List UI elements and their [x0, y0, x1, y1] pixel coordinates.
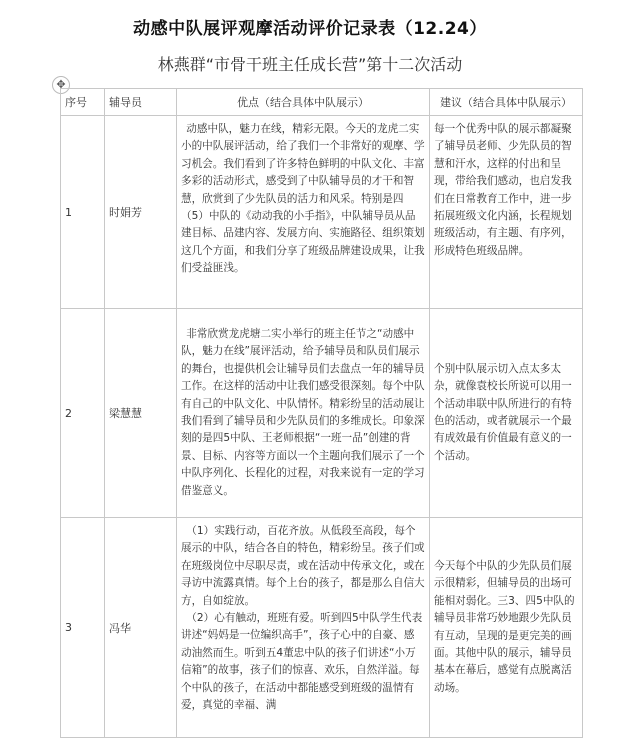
row-strengths [177, 309, 430, 518]
row-suggestions [430, 518, 583, 738]
strengths-text: 动感中队，魅力在线，精彩无限。今天的龙虎二实小的中队展评活动，给了我们一个非常好的观摩、学习机会。我们看到了许多特色鲜明的中队文化、丰富多彩的活动形式，感受到了中队辅导员的才干和智慧，欣赏到了少先队员的活力和风采。特别是四（5）中队的《动动我的小手指》，中队辅导员从品建目标、品建内容、发展方向、实施路径、组织策划这几个方面，和我们分享了班级品牌建设成果，让我们受益匪浅。 [181, 123, 425, 275]
row-suggestions [430, 116, 583, 309]
table-row [61, 309, 583, 518]
page-title: 动感中队展评观摩活动评价记录表（12.24） [133, 19, 487, 39]
row-name: 时娟芳 [105, 116, 177, 309]
strengths-text-part-1: （1）实践行动，百花齐放。从低段至高段，每个展示的中队，结合各自的特色，精彩纷呈。孩子们或在班级岗位中尽职尽责，或在活动中传承文化，或在寻访中流露真情。每个上台的孩子，都是那么自信大方，自如绽放。 [181, 525, 425, 607]
row-strengths [177, 518, 430, 738]
row-strengths [177, 116, 430, 309]
row-suggestions [430, 309, 583, 518]
row-index: 3 [61, 518, 105, 738]
strengths-text-part-2: （2）心有触动，班班有爱。听到四5中队学生代表讲述“妈妈是一位编织高手”，孩子心中的自豪、感动油然而生。听到五4董忠中队的孩子们讲述“小万信箱”的故事，孩子们的惊喜、欢乐，自然洋溢。每个中队的孩子，在活动中都能感受到班级的温情有爱，真觉的幸福、满 [181, 612, 423, 712]
row-name: 冯华 [105, 518, 177, 738]
table-move-handle-icon[interactable]: ✥ [52, 76, 70, 94]
table-header-row [61, 89, 583, 116]
header-suggestions: 建议（结合具体中队展示） [430, 89, 583, 116]
row-index: 1 [61, 116, 105, 309]
row-index: 2 [61, 309, 105, 518]
page-subtitle: 林燕群“市骨干班主任成长营”第十二次活动 [157, 55, 463, 74]
row-name: 梁慧慧 [105, 309, 177, 518]
header-strengths: 优点（结合具体中队展示） [177, 89, 430, 116]
evaluation-table [60, 88, 583, 738]
table-row [61, 518, 583, 738]
header-index: 序号 [61, 89, 105, 116]
strengths-text: 非常欣赏龙虎塘二实小举行的班主任节之“动感中队，魅力在线”展评活动，给予辅导员和队员们展示的舞台，也提供机会让辅导员们去盘点一年的辅导员工作。在这样的活动中让我们感受很深刻。每个中队有自己的中队文化、中队情怀。精彩纷呈的活动展让我们看到了辅导员和少先队员们的多维成长。印象深刻的是四5中队、王老师根据“一班一品”创建的背景、目标、内容等方面以一个主题向我们展示了一个中队序列化、长程化的过程，对我来说有一定的学习借鉴意义。 [181, 327, 425, 497]
header-name: 辅导员 [105, 89, 177, 116]
suggestions-text: 每一个优秀中队的展示都凝聚了辅导员老师、少先队员的智慧和汗水，这样的付出和呈现，带给我们感动，也启发我们在日常教育工作中，进一步拓展班级文化内涵，长程规划班级活动，有主题、有序列，形成特色班级品牌。 [434, 123, 572, 257]
suggestions-text: 今天每个中队的少先队员们展示很精彩，但辅导员的出场可能相对弱化。三3、四5中队的辅导员非常巧妙地跟少先队员有互动，呈现的是更完美的画面。其他中队的展示，辅导员基本在幕后，感觉有点脱离活动场。 [434, 559, 575, 694]
suggestions-text: 个别中队展示切入点太多太杂，就像袁校长所说可以用一个活动串联中队所进行的有特色的活动，或者就展示一个最有成效最有价值最有意义的一个活动。 [434, 362, 572, 462]
table-row [61, 116, 583, 309]
